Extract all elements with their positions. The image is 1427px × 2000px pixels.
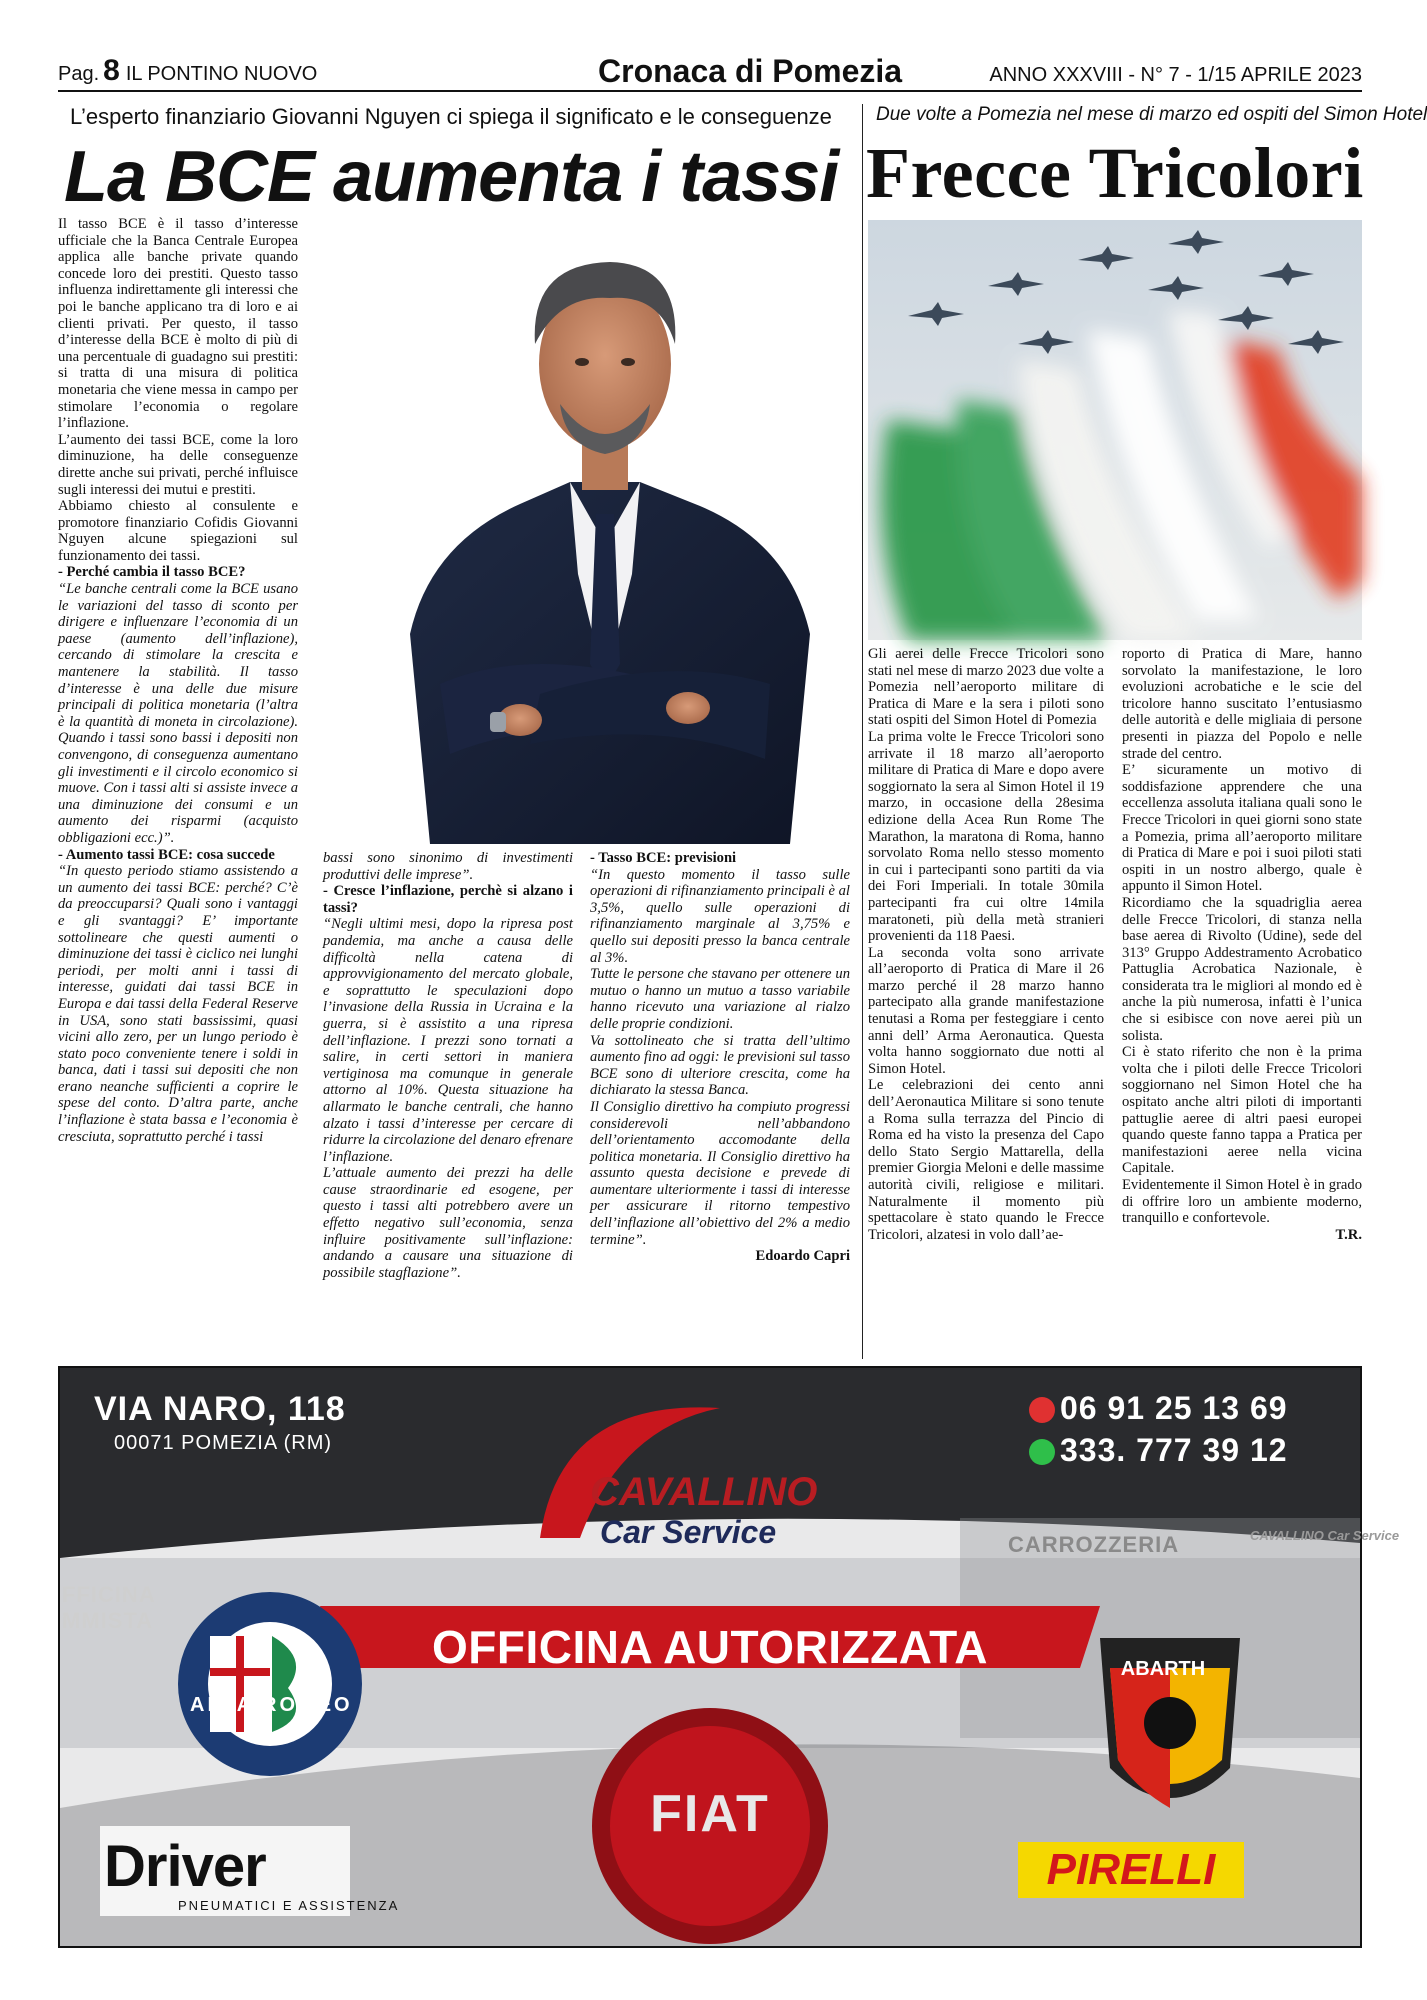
paragraph: bassi sono sinonimo di investimenti produttivi delle imprese”. (323, 850, 573, 883)
pirelli-logo (1018, 1842, 1244, 1898)
byline: Edoardo Capri (755, 1248, 850, 1265)
ad-address: VIA NARO, 118 (94, 1390, 346, 1428)
frecce-column-2 (1122, 646, 1362, 1358)
paragraph: Abbiamo chiesto al consulente e promotore finanziario Cofidis Giovanni Nguyen alcune spiegazioni sul funzionamento dei tassi. (58, 498, 298, 564)
subheading: - Cresce l’inflazione, perchè si alzano i tassi? (323, 883, 573, 916)
paragraph: “In questo momento il tasso sulle operazioni di rifinanziamento principali è al 3,5%, quello sulle operazioni di rifinanziamento marginale al 3,75% e quello sui depositi presso la banca centrale al 3%. (590, 866, 850, 966)
paragraph: La prima volte le Frecce Tricolori sono arrivate il 18 marzo all’aeroporto militare di Pratica di Mare e dopo avere soggiornato la sera al Simon Hotel il 19 marzo, in occasione della 28esima edizione della Acea Run Rome The Marathon, la maratona di Roma, hanno sorvolato Roma nello stesso momento in cui i partecipanti sono partiti da via dei Fori Imperiali. In totale 30mila partecipanti fra cui oltre 14mila maratoneti, più della metà stranieri provenienti da 118 Paesi. (868, 728, 1104, 945)
paragraph: Tutte le persone che stavano per ottenere un mutuo o hanno un mutuo a tasso variabile hanno ricevuto una variazione al rialzo delle proprie condizioni. (590, 966, 850, 1032)
ad-building-sign: CAVALLINO Car Service (1250, 1528, 1400, 1543)
bce-headline: La BCE aumenta i tassi (64, 137, 839, 217)
ad-brand-line-2: Car Service (600, 1514, 777, 1550)
abarth-label: ABARTH (1120, 1658, 1206, 1680)
publication-name: IL PONTINO NUOVO (125, 63, 318, 85)
frecce-headline: Frecce Tricolori (866, 133, 1364, 213)
paragraph: “Le banche centrali come la BCE usano le variazioni del tasso di sconto per dirigere e influenzare l’economia di un paese (aumento dell’inflazione), cercando di stimolare la crescita e mantenere la stabilità. Il tasso d’interesse è una delle due misure principali di politica monetaria (l’altra è la quantità di moneta in circolazione). Quando i tassi sono bassi i depositi non convengono, di conseguenza aumentano gli investimenti e il circolo economico si muove. Con i tassi alti si assiste invece a una diminuzione dei consumi e un aumento dei risparmi (acquisto obbligazioni ecc.)”. (58, 581, 298, 846)
paragraph: Il tasso BCE è il tasso d’interesse ufficiale che la Banca Centrale Europea applica alle banche private quando concede loro dei prestiti. Questo tasso influenza indirettamente gli interessi che poi le banche applicano tra di loro e ai clienti privati. Per questo, il tasso d’interesse della BCE è molto di più di una percentuale di guadagno sui prestiti: si tratta di una misura di politica monetaria che viene messa in campo per stimolare l’economia o regolare l’inflazione. (58, 216, 298, 432)
frecce-photo (868, 220, 1362, 640)
portrait-photo (370, 214, 840, 844)
bce-column-2 (323, 850, 573, 1358)
ad-city: 00071 POMEZIA (RM) (114, 1432, 333, 1454)
driver-logo: Driver (104, 1834, 266, 1899)
alfa-romeo-label: ALFA ROMEO (190, 1694, 353, 1716)
fiat-label: FIAT (650, 1785, 770, 1843)
ad-carrozzeria-sign: CARROZZERIA (1008, 1532, 1180, 1557)
section-title: Cronaca di Pomezia (598, 53, 903, 89)
column-divider (862, 104, 863, 1359)
header-left (58, 54, 317, 88)
paragraph: Ci è stato riferito che non è la prima volta che i piloti delle Frecce Tricolori soggiornano nel Simon Hotel che ha ospitato anche altri piloti di importanti pattuglie aeree di altri paesi europei quando queste fanno tappa a Pratica per manifestazioni aeree nella vicina Capitale. (1122, 1044, 1362, 1177)
paragraph: Il Consiglio direttivo ha compiuto progressi considerevoli nell’abbandono dell’orientamento accomodante della politica monetaria. Il Consiglio direttivo ha assunto questa decisione e prevede di aumentare ulteriormente i tassi di interesse per assicurare il ritorno tempestivo dell’inflazione all’obiettivo del 2% a medio termine”. (590, 1098, 850, 1248)
paragraph: E’ sicuramente un motivo di soddisfazione apprendere che una eccellenza assoluta italiana quali sono le Frecce Tricolori in quei giorni sono state a Pomezia, prima all’aeroporto militare di Pratica di Mare e poi i suoi piloti stati ospiti in un nostro albergo, quale è appunto il Simon Hotel. (1122, 762, 1362, 895)
paragraph: Va sottolineato che si tratta dell’ultimo aumento fino ad oggi: le previsioni sul tasso BCE sono di ulteriore crescita, come ha dichiarato la stessa Banca. (590, 1032, 850, 1099)
driver-tagline: PNEUMATICI E ASSISTENZA (178, 1898, 400, 1913)
paragraph: roporto di Pratica di Mare, hanno sorvolato la manifestazione, le loro evoluzioni acrobatiche e le scie del tricolore hanno suscitato l’entusiasmo delle autorità e delle migliaia di persone presenti in piazza del Popolo e nelle strade del centro. (1122, 646, 1362, 762)
frecce-column-1 (868, 646, 1104, 1358)
phone-icon (1029, 1397, 1055, 1423)
subheading: - Aumento tassi BCE: cosa succede (58, 846, 275, 863)
ad-building-lettering: FFICINA MMISTA (62, 1582, 156, 1633)
page-prefix: Pag. (58, 63, 100, 85)
page-number: 8 (103, 54, 120, 87)
paragraph: Gli aerei delle Frecce Tricolori sono stati nel mese di marzo 2023 due volte a Pomezia nell’aeroporto militare di Pratica di Mare e la sera i piloti sono stati ospiti del Simon Hotel di Pomezia (868, 646, 1104, 729)
bce-column-3 (590, 850, 850, 1358)
paragraph: La seconda volta sono arrivate all’aeroporto di Pratica di Mare il 26 marzo perché il 28 marzo hanno partecipato alla grande manifestazione tenutasi a Roma per festeggiare i cento anni dell’ Arma Aeronautica. Questa volta hanno soggiornato due notti al Simon Hotel. (868, 944, 1104, 1077)
whatsapp-icon (1029, 1439, 1055, 1465)
ad-banner: OFFICINA AUTORIZZATA (432, 1621, 988, 1673)
subheading: - Perché cambia il tasso BCE? (58, 564, 246, 581)
pirelli-label: PIRELLI (1046, 1845, 1216, 1894)
bce-kicker: L’esperto finanziario Giovanni Nguyen ci spiega il significato e le conseguenze (70, 104, 832, 129)
paragraph: Evidentemente il Simon Hotel è in grado di offrire loro un ambiente moderno, tranquillo e confortevole. (1122, 1177, 1362, 1227)
paragraph: “In questo periodo stiamo assistendo a un aumento dei tassi BCE: perché? C’è da preoccuparsi? Quali sono i vantaggi e gli svantaggi? E’ importante sottolineare che questi aumenti o diminuzione dei tassi è ciclico nei lunghi periodi, per molti anni i tassi di interesse, guidati dai tassi BCE in Europa e dai tassi della Federal Reserve in USA, sono stati bassissimi, quasi vicini allo zero, per un lungo periodo è stato poco conveniente tenere i soldi in banca, dati i tassi sui depositi che non erano neanche sufficienti a coprire le spese del conto. D’altra parte, anche l’inflazione è stata bassa e l’economia è cresciuta, soprattutto perché i tassi (58, 863, 298, 1145)
advertisement (58, 1366, 1400, 1948)
wristwatch (490, 712, 506, 732)
ad-phone-1: 06 91 25 13 69 (1060, 1390, 1288, 1426)
paragraph: Ricordiamo che la squadriglia aerea delle Frecce Tricolori, di stanza nella base aerea di Rivolto (Udine), sede del 313° Gruppo Addestramento Acrobatico Pattuglia Acrobatica Nazionale, è considerata tra le migliori al mondo ed è anche la più numerosa, infatti è l’unica che si esibisce con nove aerei più un solista. (1122, 894, 1362, 1044)
hand-left (666, 692, 710, 724)
paragraph: Le celebrazioni dei cento anni dell’Aeronautica Militare si sono tenute a Roma sulla terrazza del Pincio di Roma ed ha visto la presenza del Capo dello Stato Sergio Mattarella, della premier Giorgia Meloni e delle massime autorità civili, religiose e militari. Naturalmente il momento più spettacolare è stato quando le Frecce Tricolori, alzatesi in volo dall’ae- (868, 1077, 1105, 1243)
subheading: - Tasso BCE: previsioni (590, 850, 737, 866)
issue-info: ANNO XXXVIII - N° 7 - 1/15 APRILE 2023 (989, 64, 1362, 86)
page-header (58, 53, 1362, 92)
paragraph: “Negli ultimi mesi, dopo la ripresa post pandemia, ma anche a causa delle difficoltà nella catena di approvvigionamento del mercato globale, e soprattutto le speculazioni dopo l’invasione della Russia in Ucraina e la guerra, si è assistito a una ripresa dell’inflazione. I prezzi sono tornati a salire, in certi settori in maniera vertiginosa ma comunque in generale attorno al 10%. Questa situazione ha allarmato le banche centrali, che hanno alzato i tassi d’interesse per cercare di ridurre la circolazione del denaro efrenare l’inflazione. (323, 916, 573, 1165)
ad-brand-line-1: CAVALLINO (590, 1470, 818, 1514)
ad-phone-2: 333. 777 39 12 (1060, 1432, 1288, 1468)
bce-column-1 (58, 216, 298, 1356)
paragraph: L’aumento dei tassi BCE, come la loro diminuzione, ha delle conseguenze dirette anche sui privati, perché influisce sugli interessi dei mutui e prestiti. (58, 431, 298, 498)
frecce-kicker: Due volte a Pomezia nel mese di marzo ed ospiti del Simon Hotel (876, 104, 1427, 125)
byline: T.R. (1335, 1226, 1362, 1243)
paragraph: L’attuale aumento dei prezzi ha delle cause straordinarie ed esogene, per questo i tassi alti potrebbero avere un effetto negativo sull’economia, senza influire positivamente sull’inflazione: andando a causare una situazione di possibile stagflazione”. (323, 1165, 573, 1281)
